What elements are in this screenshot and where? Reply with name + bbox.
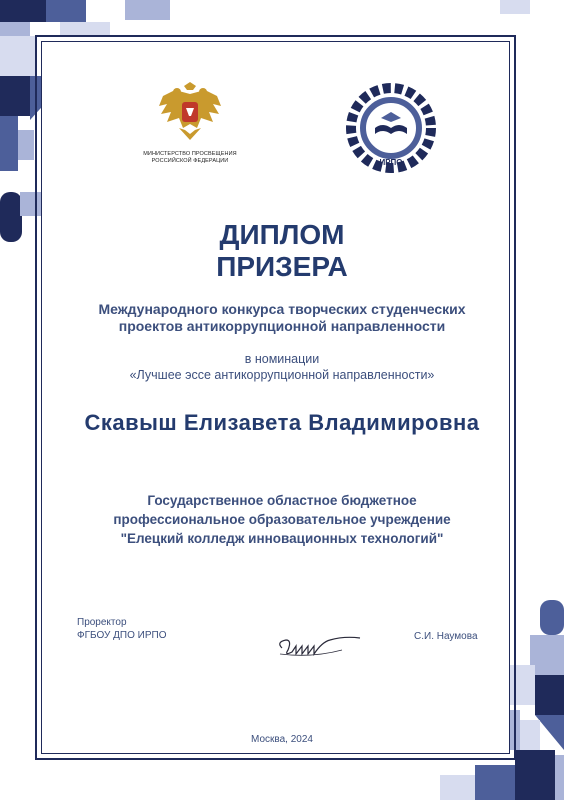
diploma-title: ДИПЛОМ <box>219 219 345 250</box>
nomination-label: в номинации <box>244 352 320 366</box>
nomination-text: «Лучшее эссе антикоррупционной направленности» <box>129 368 435 382</box>
organization-line3: "Елецкий колледж инновационных технологий" <box>120 531 444 546</box>
organization-line2: профессиональное образовательное учреждение <box>113 512 451 527</box>
irpo-logo <box>345 82 437 174</box>
ministry-name: МИНИСТЕРСТВО ПРОСВЕЩЕНИЯ РОССИЙСКОЙ ФЕДЕРАЦИИ <box>143 151 237 164</box>
handwritten-signature <box>272 628 362 664</box>
place-date: Москва, 2024 <box>251 734 313 745</box>
recipient-name: Скавыш Елизавета Владимировна <box>84 410 480 435</box>
signatory-role-line2: ФГБОУ ДПО ИРПО <box>77 630 167 641</box>
contest-name-line2: проектов антикоррупционной направленности <box>118 318 446 334</box>
irpo-label: ИРПО <box>379 158 403 167</box>
double-headed-eagle-icon <box>155 82 225 146</box>
signatory-name: С.И. Наумова <box>414 631 478 642</box>
ministry-logo <box>140 82 240 165</box>
contest-name-line1: Международного конкурса творческих студенческих <box>98 301 466 317</box>
decor-top-right <box>470 0 564 40</box>
signatory-role-line1: Проректор <box>77 617 127 628</box>
organization-line1: Государственное областное бюджетное <box>147 493 417 508</box>
diploma-title-line2: ПРИЗЕРА <box>216 251 348 282</box>
